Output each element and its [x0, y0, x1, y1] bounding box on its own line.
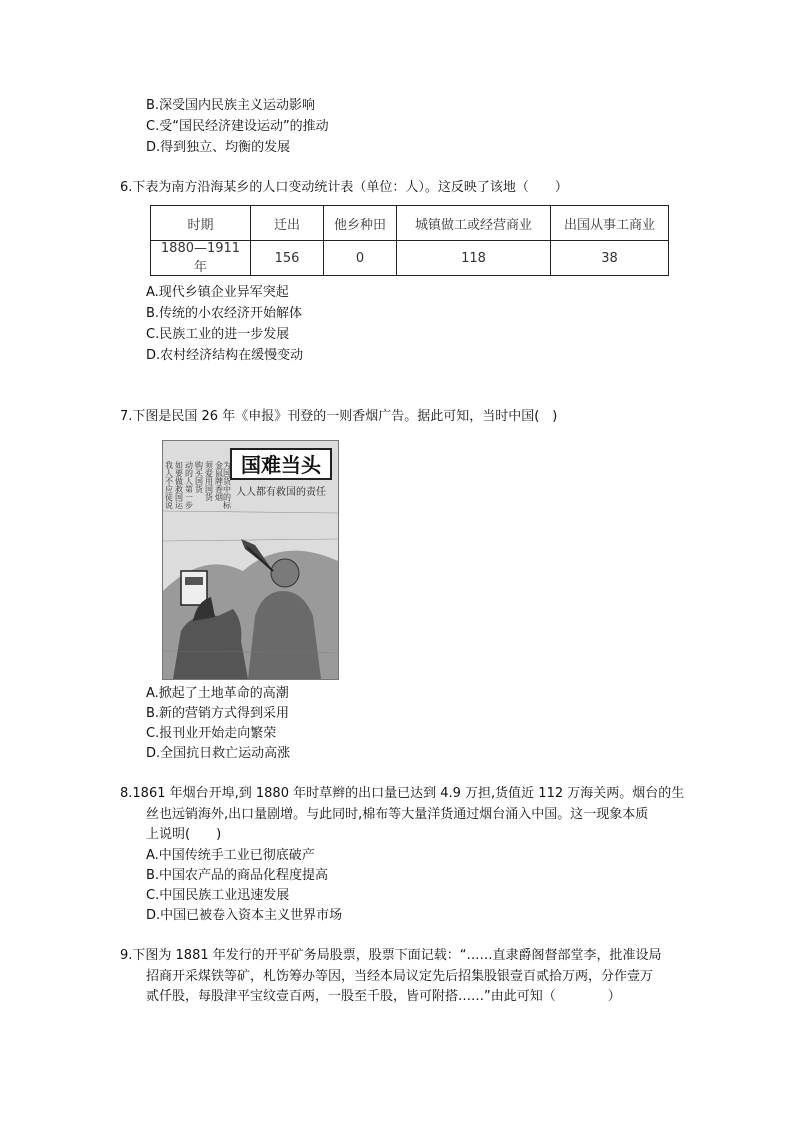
q6-option-d: D.农村经济结构在缓慢变动 [146, 348, 304, 363]
table-header: 迁出 [251, 206, 324, 241]
ad-left-text: 我人不应徒说 [164, 461, 174, 509]
q7-stem: 7.下图是民国 26 年《申报》刊登的一则香烟广告。据此可知，当时中国( ) [120, 409, 558, 424]
q6-stem: 6.下表为南方沿海某乡的人口变动统计表（单位：人）。这反映了该地（ ） [120, 180, 568, 195]
q6-option-b: B.传统的小农经济开始解体 [146, 306, 303, 321]
table-row [151, 241, 669, 276]
table-header: 城镇做工或经营商业 [397, 206, 551, 241]
table-header-row [151, 206, 669, 241]
cigarette-advertisement [162, 440, 339, 680]
q8-stem-line-3: 上说明( ) [146, 827, 222, 842]
q5-option-d: D.得到独立、均衡的发展 [146, 140, 291, 155]
q7-option-a: A.掀起了土地革命的高潮 [146, 686, 289, 701]
table-cell: 0 [324, 241, 397, 276]
q8-option-c: C.中国民族工业迅速发展 [146, 888, 290, 903]
ad-brand-text: 金鼠牌香烟 [214, 461, 224, 501]
q7-option-b: B.新的营销方式得到采用 [146, 706, 290, 721]
q9-stem-line-3: 贰仟股，每股津平宝纹壹百两，一股至千股，皆可附搭……”由此可知（ ） [146, 989, 621, 1004]
ad-brand-text: 为国货中的标 [222, 461, 232, 509]
table-header: 出国从事工商业 [551, 206, 669, 241]
table-header: 时期 [151, 206, 251, 241]
ad-headline: 国难当头 [241, 453, 321, 477]
q5-option-c: C.受“国民经济建设运动”的推动 [146, 119, 329, 134]
table-cell: 1880—1911 年 [151, 241, 251, 276]
q8-stem-line-1: 8.1861 年烟台开埠,到 1880 年时草辫的出口量已达到 4.9 万担,货值近 112 万海关两。烟台的生 [120, 786, 685, 801]
q6-option-c: C.民族工业的进一步发展 [146, 327, 290, 342]
table-cell: 38 [551, 241, 669, 276]
ad-subline: 人人都有救国的责任 [236, 487, 326, 498]
table-header: 他乡种田 [324, 206, 397, 241]
ad-left-text: 如要做救国运 [174, 461, 184, 509]
population-table [150, 205, 669, 276]
q8-option-b: B.中国农产品的商品化程度提高 [146, 868, 329, 883]
q8-stem-line-2: 丝也远销海外,出口量剧增。与此同时,棉布等大量洋货通过烟台涌入中国。这一现象本质 [146, 807, 649, 822]
table-cell: 156 [251, 241, 324, 276]
advertisement-artwork [163, 441, 338, 679]
ad-left-text: 动的人第一步 [184, 461, 194, 509]
q7-option-d: D.全国抗日救亡运动高涨 [146, 746, 291, 761]
table-cell: 118 [397, 241, 551, 276]
q9-stem-line-1: 9.下图为 1881 年发行的开平矿务局股票，股票下面记载：“……直隶爵阁督部堂李，批准设局 [120, 948, 662, 963]
q8-option-a: A.中国传统手工业已彻底破产 [146, 848, 315, 863]
q6-option-a: A.现代乡镇企业异军突起 [146, 285, 289, 300]
ad-left-text: 须爱用国货 [204, 461, 214, 501]
q8-option-d: D.中国已被卷入资本主义世界市场 [146, 908, 343, 923]
ad-left-text: 购买国货 [194, 461, 204, 493]
q9-stem-line-2: 招商开采煤铁等矿，札饬筹办等因，当经本局议定先后招集股银壹百贰拾万两，分作壹万 [146, 969, 654, 984]
q5-option-b: B.深受国内民族主义运动影响 [146, 98, 316, 113]
q7-option-c: C.报刊业开始走向繁荣 [146, 726, 277, 741]
